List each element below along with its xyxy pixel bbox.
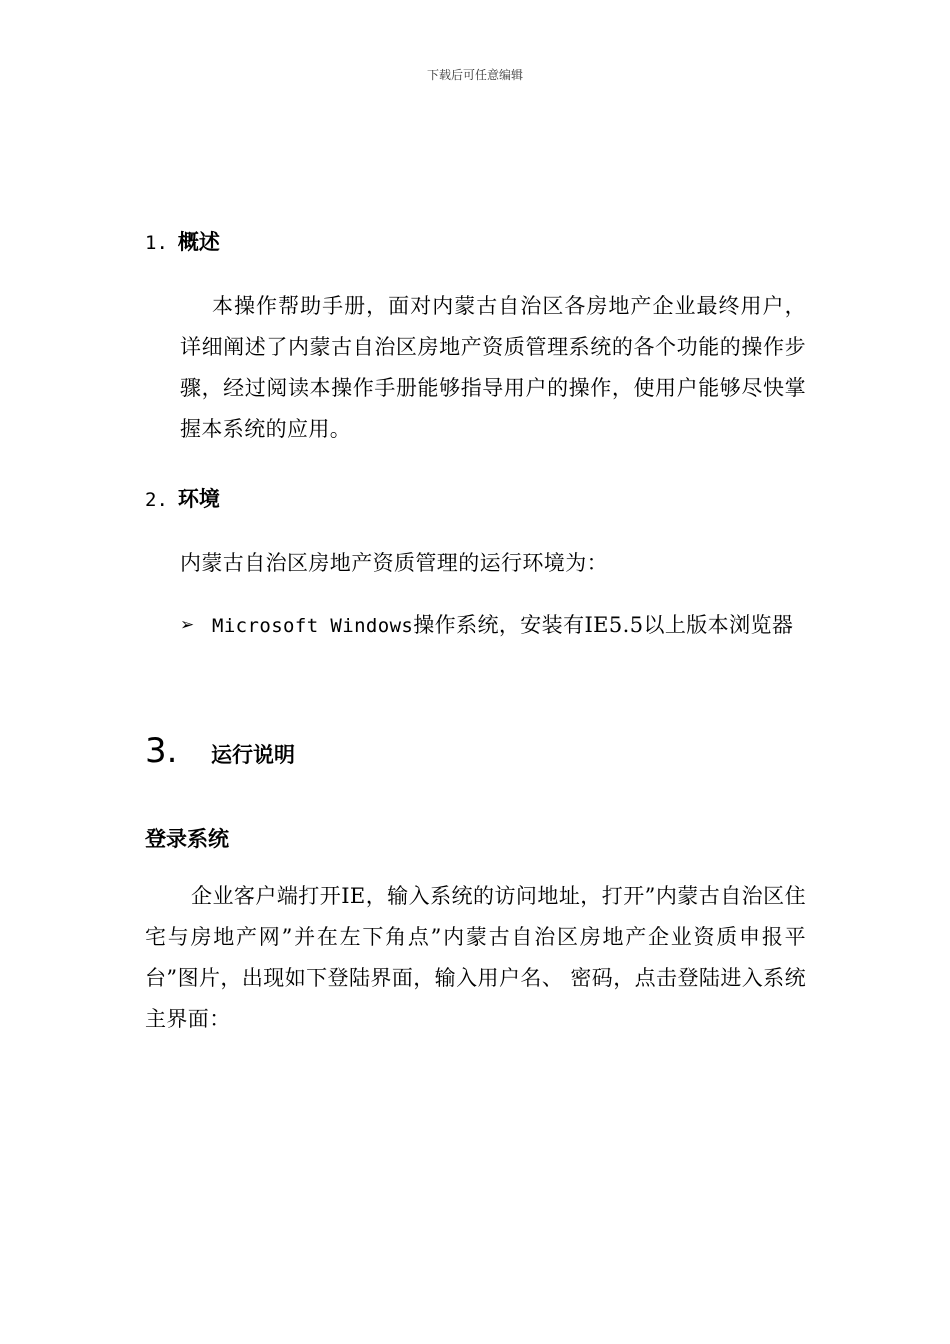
section-title: 环境 [177, 487, 220, 511]
section-title: 运行说明 [211, 743, 295, 767]
os-requirement: 操作系统，安装有IE5.5以上版本浏览器 [413, 613, 794, 637]
subsection-title: 登录系统 [145, 827, 229, 851]
arrow-bullet-icon: ➢ [180, 615, 195, 635]
section-number: 2. [145, 489, 168, 511]
section-title: 概述 [177, 230, 220, 254]
os-name: Microsoft Windows [212, 615, 414, 637]
bullet-text [212, 598, 810, 653]
section-number: 1. [145, 232, 168, 254]
login-paragraph: 企业客户端打开IE，输入系统的访问地址，打开”内蒙古自治区住宅与房地产网”并在左下角点”内蒙古自治区房地产企业资质申报平台”图片，出现如下登陆界面，输入用户名、 密码，点击登陆进入系统主界面： [145, 884, 806, 1031]
subsection-heading-login [145, 823, 229, 853]
section-heading-run [145, 731, 295, 771]
overview-paragraph: 本操作帮助手册，面对内蒙古自治区各房地产企业最终用户，详细阐述了内蒙古自治区房地产资质管理系统的各个功能的操作步骤，经过阅读本操作手册能够指导用户的操作，使用户能够尽快掌握本系统的应用。 [180, 294, 806, 441]
environment-bullet [180, 598, 810, 653]
section-heading-environment [145, 483, 220, 513]
section-heading-overview [145, 226, 220, 256]
page-header: 下载后可任意编辑 [426, 68, 523, 82]
environment-intro: 内蒙古自治区房地产资质管理的运行环境为： [180, 551, 608, 575]
section-number: 3. [145, 731, 178, 771]
